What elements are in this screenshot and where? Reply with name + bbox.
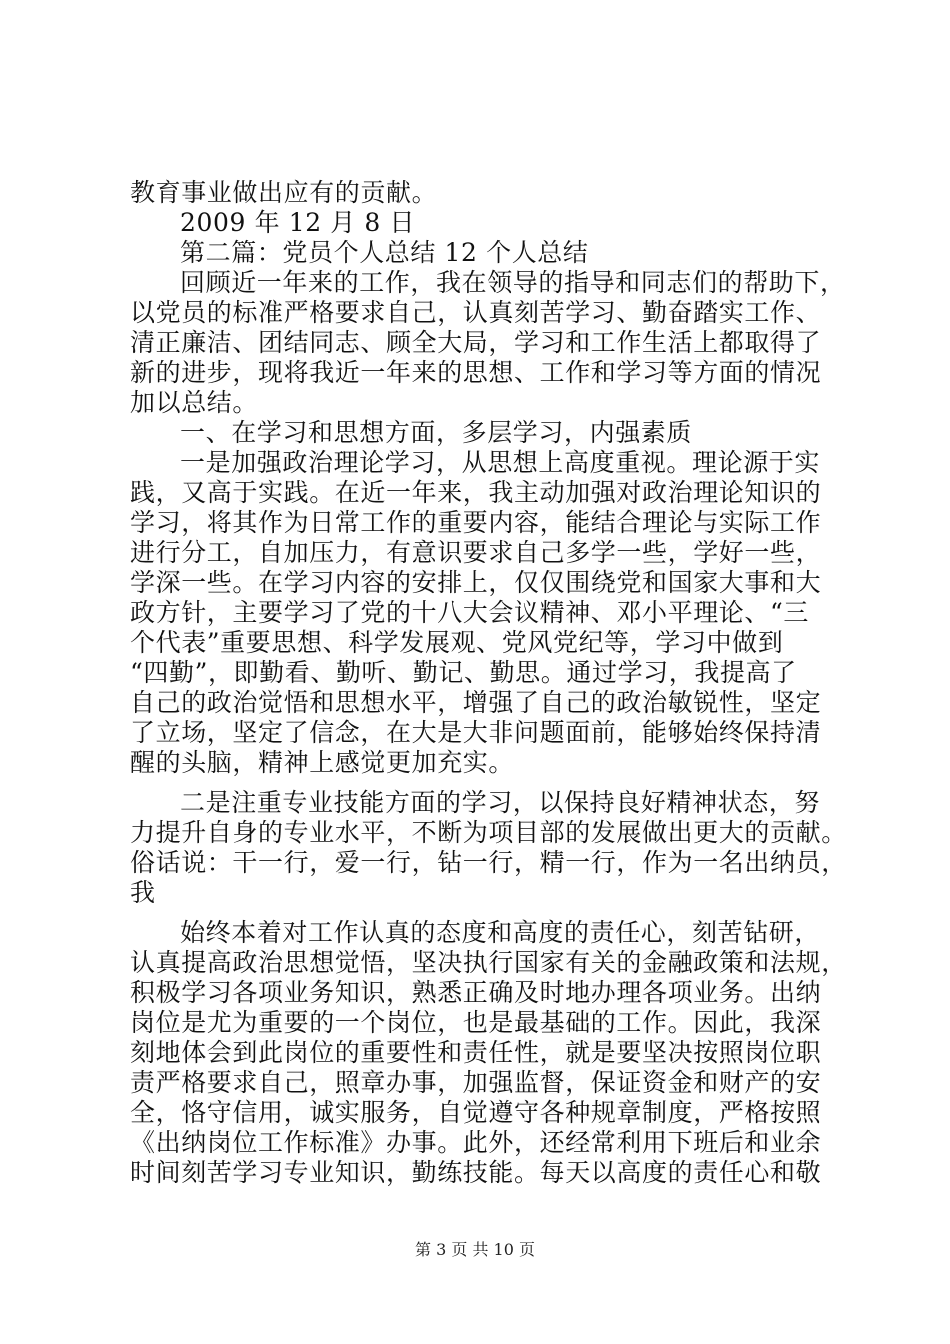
text-line: 自己的政治觉悟和思想水平，增强了自己的政治敏锐性，坚定 <box>130 688 822 717</box>
text-line: 责严格要求自己，照章办事，加强监督，保证资金和财产的安 <box>130 1068 822 1097</box>
text-line: 新的进步，现将我近一年来的思想、工作和学习等方面的情况 <box>130 358 822 387</box>
subheading: 一、在学习和思想方面，多层学习，内强素质 <box>180 418 693 447</box>
text-line: 学深一些。在学习内容的安排上，仅仅围绕党和国家大事和大 <box>130 568 822 597</box>
text-line: 认真提高政治思想觉悟，坚决执行国家有关的金融政策和法规， <box>130 948 847 977</box>
page-footer: 第 3 页 共 10 页 <box>415 1240 535 1259</box>
text-line: 始终本着对工作认真的态度和高度的责任心，刻苦钻研， <box>180 918 821 947</box>
text-line: 全，恪守信用，诚实服务，自觉遵守各种规章制度，严格按照 <box>130 1098 822 1127</box>
text-line: 俗话说：干一行，爱一行，钻一行，精一行，作为一名出纳员， <box>130 848 847 877</box>
text-line: 学习，将其作为日常工作的重要内容，能结合理论与实际工作 <box>130 508 822 537</box>
text-line: 岗位是尤为重要的一个岗位，也是最基础的工作。因此，我深 <box>130 1008 822 1037</box>
text-line: 以党员的标准严格要求自己，认真刻苦学习、勤奋踏实工作、 <box>130 298 822 327</box>
date-line: 2009 年 12 月 8 日 <box>180 208 416 237</box>
text-line: 进行分工，自加压力，有意识要求自己多学一些，学好一些， <box>130 538 822 567</box>
text-line: 一是加强政治理论学习，从思想上高度重视。理论源于实 <box>180 448 821 477</box>
text-line: 回顾近一年来的工作，我在领导的指导和同志们的帮助下， <box>180 268 846 297</box>
text-line: “四勤”，即勤看、勤听、勤记、勤思。通过学习，我提高了 <box>130 658 797 687</box>
text-line: 我 <box>130 878 156 907</box>
text-line: 了立场，坚定了信念，在大是大非问题面前，能够始终保持清 <box>130 718 822 747</box>
text-line: 刻地体会到此岗位的重要性和责任性，就是要坚决按照岗位职 <box>130 1038 822 1067</box>
text-line: 个代表”重要思想、科学发展观、党风党纪等，学习中做到 <box>130 628 784 657</box>
text-line: 清正廉洁、团结同志、顾全大局，学习和工作生活上都取得了 <box>130 328 822 357</box>
text-line: 醒的头脑，精神上感觉更加充实。 <box>130 748 515 777</box>
text-line: 践，又高于实践。在近一年来，我主动加强对政治理论知识的 <box>130 478 822 507</box>
text-line: 教育事业做出应有的贡献。 <box>130 178 438 207</box>
text-line: 积极学习各项业务知识，熟悉正确及时地办理各项业务。出纳 <box>130 978 822 1007</box>
text-line: 时间刻苦学习专业知识，勤练技能。每天以高度的责任心和敬 <box>130 1158 822 1187</box>
section-heading: 第二篇：党员个人总结 12 个人总结 <box>180 238 589 267</box>
text-line: 政方针，主要学习了党的十八大会议精神、邓小平理论、“三 <box>130 598 809 627</box>
text-line: 加以总结。 <box>130 388 259 417</box>
text-line: 二是注重专业技能方面的学习，以保持良好精神状态，努 <box>180 788 821 817</box>
text-line: 力提升自身的专业水平，不断为项目部的发展做出更大的贡献。 <box>130 818 847 847</box>
text-line: 《出纳岗位工作标准》办事。此外，还经常利用下班后和业余 <box>130 1128 822 1157</box>
